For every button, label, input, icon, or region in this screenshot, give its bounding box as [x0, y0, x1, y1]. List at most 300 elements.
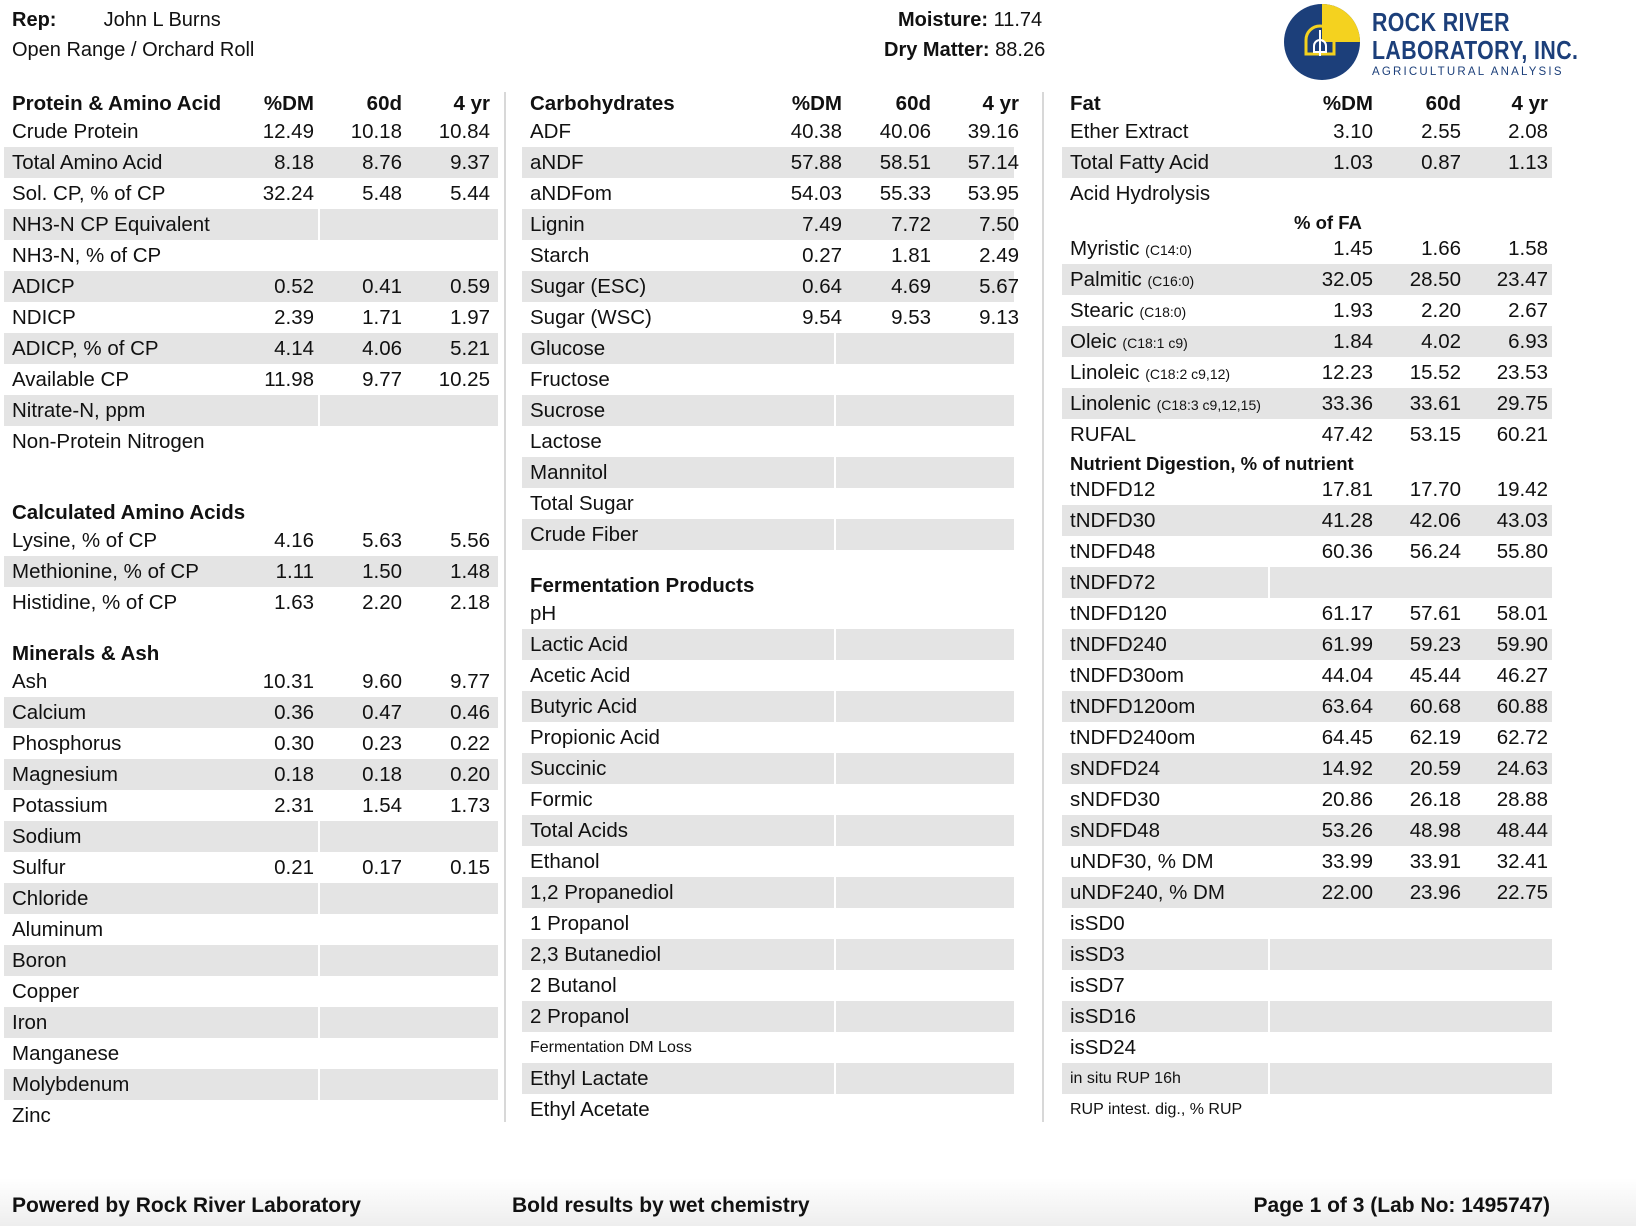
section-header-minerals: [4, 642, 498, 666]
table-row: [1062, 116, 1552, 147]
section-header-digestion: [1062, 450, 1552, 474]
rep-line: [12, 9, 221, 32]
row-label: [1070, 388, 1261, 421]
sample-name: Open Range / Orchard Roll: [12, 39, 255, 61]
value-4yr: 1.58: [1508, 237, 1548, 260]
row-name: RUFAL: [1070, 423, 1137, 446]
table-row: [4, 302, 498, 333]
table-row: [522, 1001, 1014, 1032]
table-row: [522, 939, 1014, 970]
row-label: [530, 908, 629, 939]
value-4yr: 0.22: [450, 732, 490, 755]
value-dm: 0.18: [274, 763, 314, 786]
value-4yr: 46.27: [1496, 664, 1548, 687]
row-name: isSD7: [1070, 974, 1125, 997]
value-4yr: 55.80: [1496, 540, 1548, 563]
value-60d: 1.50: [362, 560, 402, 583]
value-dm: 0.52: [274, 275, 314, 298]
row-label: [1070, 660, 1184, 691]
dry-matter-label: Dry Matter:: [884, 39, 990, 61]
table-row: [4, 945, 498, 976]
value-dm: 12.23: [1321, 361, 1373, 384]
section-header-fat: [1062, 92, 1552, 116]
table-row: [522, 970, 1014, 1001]
value-4yr: 23.53: [1496, 361, 1548, 384]
table-row: [1062, 660, 1552, 691]
row-name: aNDFom: [530, 182, 613, 205]
cell-divider: [1268, 939, 1270, 970]
cell-divider: [318, 1069, 320, 1100]
row-label: [530, 116, 571, 147]
value-4yr: 53.95: [967, 182, 1019, 205]
cell-divider: [318, 1007, 320, 1038]
section-header-protein: [4, 92, 498, 116]
cell-divider: [318, 821, 320, 852]
value-dm: 7.49: [802, 213, 842, 236]
value-4yr: 48.44: [1496, 819, 1548, 842]
value-60d: 0.41: [362, 275, 402, 298]
dry-matter-value: 88.26: [995, 39, 1046, 61]
row-label: [12, 883, 88, 914]
value-60d: 0.47: [362, 701, 402, 724]
fat-rows: [1062, 116, 1552, 209]
value-4yr: 0.20: [450, 763, 490, 786]
value-4yr: 7.50: [979, 213, 1019, 236]
row-label: [12, 395, 145, 426]
table-row: [1062, 815, 1552, 846]
value-4yr: 24.63: [1496, 757, 1548, 780]
row-name: Calcium: [12, 701, 87, 724]
row-label: [1070, 295, 1186, 328]
fatty-acid-code: (C18:1 c9): [1122, 335, 1188, 351]
row-label: [1070, 357, 1230, 390]
value-4yr: 60.88: [1496, 695, 1548, 718]
row-label: [12, 1007, 47, 1038]
logo-line1: ROCK RIVER: [1372, 7, 1510, 37]
value-4yr: 1.97: [450, 306, 490, 329]
row-name: Linolenic: [1070, 392, 1151, 415]
value-dm: 1.63: [274, 591, 314, 614]
row-label: [12, 240, 161, 271]
value-dm: 1.45: [1333, 237, 1373, 260]
value-dm: 53.26: [1321, 819, 1373, 842]
row-name: Ethyl Acetate: [530, 1098, 650, 1121]
row-label: [12, 271, 75, 302]
row-label: [530, 364, 610, 395]
section-title: Calculated Amino Acids: [12, 501, 246, 524]
dry-matter-line: [884, 39, 1045, 62]
row-name: 1 Propanol: [530, 912, 630, 935]
row-name: Sugar (WSC): [530, 306, 652, 329]
cell-divider: [318, 883, 320, 914]
table-row: [1062, 1094, 1552, 1125]
row-name: 1,2 Propanediol: [530, 881, 674, 904]
value-4yr: 0.15: [450, 856, 490, 879]
row-label: [530, 178, 612, 209]
minerals-rows: [4, 666, 498, 1131]
row-name: tNDFD30om: [1070, 664, 1184, 687]
row-name: ADICP: [12, 275, 75, 298]
value-60d: 60.68: [1409, 695, 1461, 718]
row-label: [1070, 815, 1160, 846]
table-row: [4, 525, 498, 556]
table-row: [522, 302, 1019, 333]
table-row: [4, 914, 498, 945]
row-label: [1070, 691, 1195, 722]
table-row: [4, 697, 498, 728]
row-name: Sodium: [12, 825, 82, 848]
value-60d: 2.20: [362, 591, 402, 614]
value-4yr: 59.90: [1496, 633, 1548, 656]
value-dm: 40.38: [790, 120, 842, 143]
value-60d: 4.06: [362, 337, 402, 360]
row-name: Sulfur: [12, 856, 66, 879]
table-row: [4, 178, 498, 209]
value-60d: 58.51: [879, 151, 931, 174]
table-row: [1062, 388, 1552, 419]
value-60d: 57.61: [1409, 602, 1461, 625]
row-name: Fermentation DM Loss: [530, 1039, 692, 1056]
table-row: [522, 784, 1014, 815]
table-row: [4, 1038, 498, 1069]
row-label: [1070, 178, 1210, 209]
table-row: [1062, 357, 1552, 388]
value-60d: 40.06: [879, 120, 931, 143]
row-name: Zinc: [12, 1104, 51, 1127]
row-name: Potassium: [12, 794, 108, 817]
table-row: [522, 147, 1019, 178]
row-label: [12, 333, 159, 364]
cell-divider: [834, 753, 836, 784]
row-label: [530, 629, 628, 660]
row-name: Myristic: [1070, 237, 1140, 260]
row-label: [530, 147, 584, 178]
table-row: [522, 271, 1019, 302]
row-name: Total Acids: [530, 819, 628, 842]
table-row: [522, 209, 1019, 240]
row-label: [1070, 1032, 1136, 1063]
table-row: [4, 976, 498, 1007]
value-60d: 5.48: [362, 182, 402, 205]
row-name: tNDFD48: [1070, 540, 1156, 563]
row-label: [12, 116, 138, 147]
cell-divider: [834, 395, 836, 426]
column-protein-minerals: [4, 92, 498, 1131]
value-60d: 17.70: [1409, 478, 1461, 501]
row-name: Sucrose: [530, 399, 606, 422]
value-dm: 54.03: [790, 182, 842, 205]
value-60d: 59.23: [1409, 633, 1461, 656]
table-row: [4, 790, 498, 821]
table-row: [522, 457, 1014, 488]
value-4yr: 9.77: [450, 670, 490, 693]
value-4yr: 10.25: [438, 368, 490, 391]
fa-subheader: [1062, 209, 1552, 233]
section-header-fermentation: [522, 574, 1014, 598]
section-title: Protein & Amino Acid: [12, 92, 222, 115]
row-label: [530, 970, 617, 1001]
row-label: [1070, 1094, 1242, 1125]
row-label: [530, 209, 585, 240]
row-name: NDICP: [12, 306, 76, 329]
value-dm: 0.30: [274, 732, 314, 755]
row-label: [530, 753, 606, 784]
row-label: [530, 271, 646, 302]
col-header-dm: %DM: [791, 92, 842, 115]
fatty-acid-code: (C18:0): [1139, 304, 1187, 320]
table-row: [522, 877, 1014, 908]
value-dm: 0.21: [274, 856, 314, 879]
cell-divider: [834, 815, 836, 846]
logo-tagline: AGRICULTURAL ANALYSIS: [1372, 66, 1564, 78]
row-label: [12, 1038, 119, 1069]
value-60d: 48.98: [1409, 819, 1461, 842]
value-60d: 26.18: [1409, 788, 1461, 811]
table-row: [1062, 295, 1552, 326]
table-row: [522, 364, 1014, 395]
row-label: [12, 759, 118, 790]
value-dm: 1.84: [1333, 330, 1373, 353]
table-row: [4, 364, 498, 395]
value-60d: 2.55: [1421, 120, 1461, 143]
table-row: [522, 1094, 1014, 1125]
table-row: [522, 240, 1019, 271]
section-title: Minerals & Ash: [12, 642, 160, 665]
col-header-4yr: 4 yr: [982, 92, 1019, 115]
footer-center: Bold results by wet chemistry: [512, 1194, 810, 1217]
row-label: [530, 722, 660, 753]
row-name: 2 Propanol: [530, 1005, 630, 1028]
row-label: [1070, 846, 1214, 877]
table-row: [1062, 567, 1552, 598]
table-row: [1062, 264, 1552, 295]
row-name: Oleic: [1070, 330, 1117, 353]
value-dm: 3.10: [1333, 120, 1373, 143]
row-label: [12, 147, 162, 178]
row-name: Chloride: [12, 887, 89, 910]
row-name: Phosphorus: [12, 732, 122, 755]
row-label: [1070, 567, 1155, 598]
row-name: Ethyl Lactate: [530, 1067, 649, 1090]
moisture-line: [898, 9, 1042, 32]
value-4yr: 1.48: [450, 560, 490, 583]
row-name: Histidine, % of CP: [12, 591, 178, 614]
row-name: Total Amino Acid: [12, 151, 163, 174]
fatty-acid-rows: [1062, 233, 1552, 450]
moisture-value: 11.74: [993, 9, 1043, 31]
value-4yr: 9.13: [979, 306, 1019, 329]
value-60d: 4.02: [1421, 330, 1461, 353]
row-name: Sugar (ESC): [530, 275, 647, 298]
table-row: [4, 240, 498, 271]
row-label: [530, 457, 608, 488]
cell-divider: [1268, 1063, 1270, 1094]
table-row: [4, 116, 498, 147]
cell-divider: [834, 629, 836, 660]
value-60d: 0.23: [362, 732, 402, 755]
row-label: [12, 852, 66, 883]
value-60d: 1.71: [362, 306, 402, 329]
table-row: [4, 759, 498, 790]
row-label: [12, 525, 157, 556]
row-name: NH3-N, % of CP: [12, 244, 162, 267]
table-row: [1062, 846, 1552, 877]
value-dm: 0.27: [802, 244, 842, 267]
row-label: [530, 1032, 692, 1063]
row-name: Total Fatty Acid: [1070, 151, 1210, 174]
value-60d: 0.17: [362, 856, 402, 879]
row-name: tNDFD30: [1070, 509, 1156, 532]
table-row: [4, 1100, 498, 1131]
section-header-carbohydrates: [522, 92, 1019, 116]
table-row: [1062, 536, 1552, 567]
value-dm: 11.98: [264, 368, 314, 391]
row-name: Copper: [12, 980, 80, 1003]
row-name: Non-Protein Nitrogen: [12, 430, 205, 453]
table-row: [522, 815, 1014, 846]
table-row: [1062, 474, 1552, 505]
row-name: Aluminum: [12, 918, 104, 941]
value-60d: 9.77: [362, 368, 402, 391]
value-60d: 33.91: [1409, 850, 1461, 873]
row-name: tNDFD240om: [1070, 726, 1196, 749]
value-4yr: 19.42: [1496, 478, 1548, 501]
value-4yr: 0.46: [450, 701, 490, 724]
table-row: [522, 660, 1014, 691]
row-label: [1070, 536, 1155, 567]
row-name: sNDFD24: [1070, 757, 1160, 780]
table-row: [1062, 419, 1552, 450]
row-label: [1070, 970, 1125, 1001]
row-name: Methionine, % of CP: [12, 560, 199, 583]
value-60d: 7.72: [891, 213, 931, 236]
value-60d: 28.50: [1409, 268, 1461, 291]
col-header-4yr: 4 yr: [1511, 92, 1548, 115]
rep-name: John L Burns: [103, 9, 221, 31]
value-60d: 15.52: [1409, 361, 1461, 384]
value-dm: 33.36: [1321, 392, 1373, 415]
table-row: [4, 209, 498, 240]
row-name: isSD0: [1070, 912, 1125, 935]
logo-emblem-icon: [1284, 0, 1364, 82]
table-row: [4, 1007, 498, 1038]
table-row: [1062, 908, 1552, 939]
row-name: Propionic Acid: [530, 726, 660, 749]
value-4yr: 23.47: [1496, 268, 1548, 291]
row-name: 2,3 Butanediol: [530, 943, 662, 966]
value-dm: 14.92: [1321, 757, 1373, 780]
value-60d: 20.59: [1409, 757, 1461, 780]
row-label: [1070, 908, 1125, 939]
value-dm: 61.99: [1321, 633, 1373, 656]
value-4yr: 5.67: [979, 275, 1019, 298]
table-row: [4, 395, 498, 426]
row-label: [530, 1094, 650, 1125]
row-name: aNDF: [530, 151, 584, 174]
table-row: [1062, 629, 1552, 660]
row-name: tNDFD12: [1070, 478, 1156, 501]
row-label: [12, 209, 210, 240]
value-dm: 22.00: [1321, 881, 1373, 904]
cell-divider: [834, 333, 836, 364]
value-dm: 1.93: [1333, 299, 1373, 322]
col-header-60d: 60d: [1425, 92, 1461, 115]
value-60d: 55.33: [879, 182, 931, 205]
cell-divider: [318, 209, 320, 240]
value-dm: 1.03: [1333, 151, 1373, 174]
moisture-label: Moisture:: [898, 9, 988, 31]
page-footer: [0, 1178, 1636, 1226]
row-name: Molybdenum: [12, 1073, 130, 1096]
row-label: [1070, 326, 1188, 359]
table-row: [522, 1063, 1014, 1094]
row-label: [530, 240, 589, 271]
value-4yr: 2.67: [1508, 299, 1548, 322]
value-dm: 32.24: [262, 182, 314, 205]
table-row: [1062, 326, 1552, 357]
cell-divider: [318, 945, 320, 976]
value-4yr: 1.73: [450, 794, 490, 817]
table-row: [4, 587, 498, 618]
table-row: [522, 722, 1014, 753]
row-name: tNDFD72: [1070, 571, 1156, 594]
cell-divider: [1268, 567, 1270, 598]
row-label: [530, 395, 605, 426]
row-name: Lactic Acid: [530, 633, 628, 656]
value-60d: 45.44: [1409, 664, 1461, 687]
value-dm: 2.39: [274, 306, 314, 329]
row-label: [12, 364, 129, 395]
table-row: [522, 519, 1014, 550]
table-row: [1062, 939, 1552, 970]
table-row: [1062, 1001, 1552, 1032]
fermentation-rows: [522, 598, 1014, 1125]
value-60d: 9.53: [891, 306, 931, 329]
row-name: tNDFD120om: [1070, 695, 1196, 718]
row-name: sNDFD30: [1070, 788, 1160, 811]
cell-divider: [834, 519, 836, 550]
row-label: [12, 666, 47, 697]
row-name: tNDFD240: [1070, 633, 1167, 656]
table-row: [4, 821, 498, 852]
cell-divider: [834, 691, 836, 722]
row-name: Mannitol: [530, 461, 608, 484]
table-row: [1062, 722, 1552, 753]
row-label: [1070, 629, 1167, 660]
value-dm: 20.86: [1321, 788, 1373, 811]
row-name: Glucose: [530, 337, 606, 360]
value-dm: 10.31: [262, 670, 314, 693]
row-label: [12, 556, 199, 587]
row-name: 2 Butanol: [530, 974, 617, 997]
value-4yr: 32.41: [1496, 850, 1548, 873]
row-label: [530, 784, 593, 815]
value-60d: 62.19: [1409, 726, 1461, 749]
row-label: [12, 728, 121, 759]
row-label: [530, 939, 661, 970]
row-name: Available CP: [12, 368, 129, 391]
value-dm: 57.88: [790, 151, 842, 174]
cell-divider: [834, 877, 836, 908]
value-60d: 5.63: [362, 529, 402, 552]
row-label: [530, 488, 634, 519]
row-name: Total Sugar: [530, 492, 634, 515]
value-dm: 61.17: [1321, 602, 1373, 625]
row-label: [530, 815, 628, 846]
cell-divider: [834, 1063, 836, 1094]
value-4yr: 5.56: [450, 529, 490, 552]
footer-left: Powered by Rock River Laboratory: [12, 1194, 361, 1217]
